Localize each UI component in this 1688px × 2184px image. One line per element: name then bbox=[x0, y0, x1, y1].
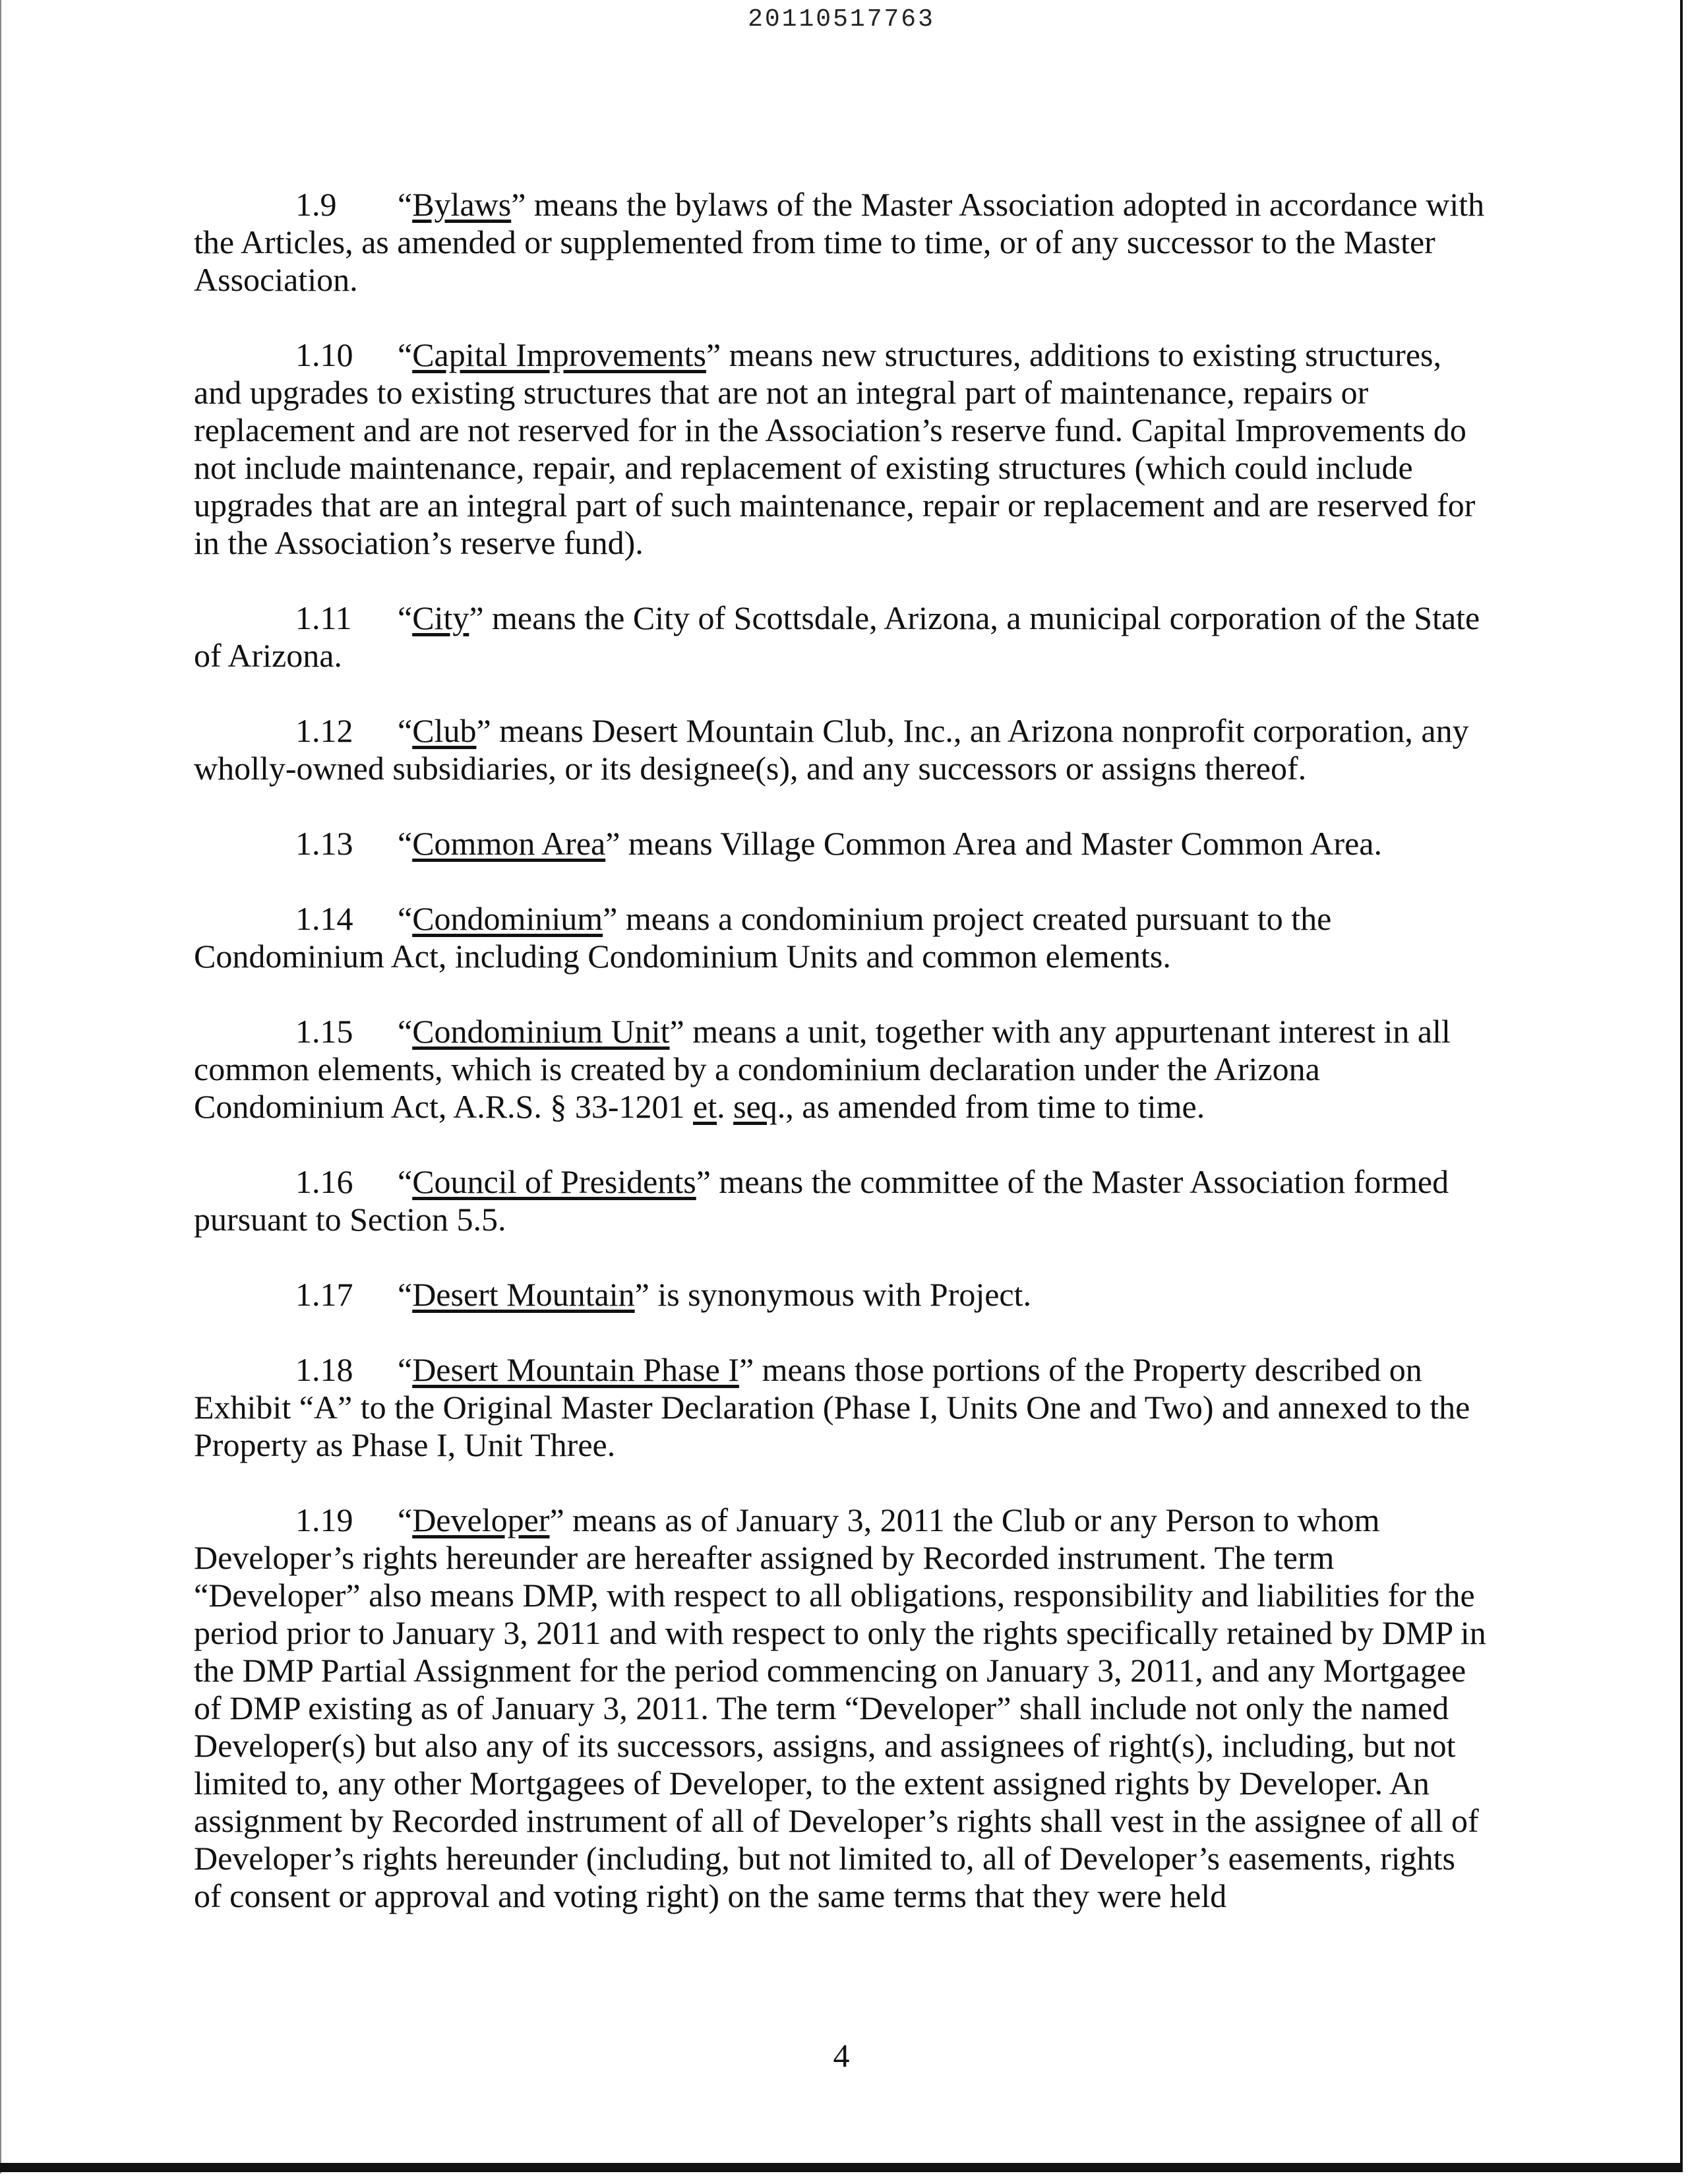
section-number: 1.9 bbox=[295, 186, 337, 223]
section-number: 1.11 bbox=[295, 599, 352, 636]
open-quote: “ bbox=[398, 186, 413, 223]
definition-text: ” means a unit, together with any appurtenant interest in all common elements, which is created by a condominium declaration under the Arizona Condominium Act, A.R.S. § 33-1201 bbox=[194, 1013, 1451, 1125]
defined-term: City bbox=[412, 599, 469, 636]
section-number: 1.16 bbox=[295, 1163, 353, 1200]
definition-text: ” is synonymous with Project. bbox=[634, 1276, 1032, 1313]
section-number: 1.15 bbox=[295, 1013, 353, 1050]
definition-paragraph bbox=[194, 1351, 1486, 1464]
open-quote: “ bbox=[398, 712, 413, 749]
document-number: 20110517763 bbox=[748, 5, 935, 34]
section-number: 1.10 bbox=[295, 336, 353, 373]
defined-term: Council of Presidents bbox=[412, 1163, 696, 1200]
definition-paragraph bbox=[194, 825, 1486, 863]
definition-paragraph bbox=[194, 186, 1486, 299]
defined-term: Desert Mountain bbox=[412, 1276, 635, 1313]
defined-term: Common Area bbox=[412, 825, 606, 862]
definition-paragraph bbox=[194, 712, 1486, 787]
open-quote: “ bbox=[398, 900, 413, 937]
definition-paragraph bbox=[194, 1502, 1486, 1915]
definition-text: ” means the City of Scottsdale, Arizona, a municipal corporation of the State of Arizona. bbox=[194, 599, 1480, 674]
section-number: 1.18 bbox=[295, 1351, 353, 1388]
definition-text: ” means Village Common Area and Master Common Area. bbox=[605, 825, 1382, 862]
latin-abbreviation: et bbox=[693, 1088, 717, 1125]
definition-text: ” means the committee of the Master Association formed pursuant to Section 5.5. bbox=[194, 1163, 1449, 1238]
defined-term: Desert Mountain Phase I bbox=[412, 1351, 739, 1388]
open-quote: “ bbox=[398, 599, 413, 636]
section-number: 1.12 bbox=[295, 712, 353, 749]
definition-text: ” means a condominium project created pursuant to the Condominium Act, including Condominium Units and common elements. bbox=[194, 900, 1332, 975]
latin-abbreviation: seq bbox=[733, 1088, 777, 1125]
defined-term: Bylaws bbox=[412, 186, 512, 223]
definition-paragraph bbox=[194, 1013, 1486, 1126]
section-number: 1.17 bbox=[295, 1276, 353, 1313]
open-quote: “ bbox=[398, 1013, 413, 1050]
definition-text: ” means new structures, additions to existing structures, and upgrades to existing structures that are not an integral part of maintenance, repairs or replacement and are not reserved for in the Association’s reserve fund. Capital Improvements do not include maintenance, repair, and replacement of existing structures (which could include upgrades that are an integral part of such maintenance, repair or replacement and are reserved for in the Association’s reserve fund). bbox=[194, 336, 1476, 561]
open-quote: “ bbox=[398, 1351, 413, 1388]
document-body bbox=[194, 186, 1486, 1953]
defined-term: Condominium Unit bbox=[412, 1013, 670, 1050]
defined-term: Club bbox=[412, 712, 477, 749]
section-number: 1.19 bbox=[295, 1502, 353, 1538]
open-quote: “ bbox=[398, 1163, 413, 1200]
page-number: 4 bbox=[833, 2037, 850, 2074]
definition-text: ” means as of January 3, 2011 the Club or any Person to whom Developer’s rights hereunder are hereafter assigned by Recorded instrument. The term “Developer” also means DMP, with respect to all obligations, responsibility and liabilities for the period prior to January 3, 2011 and with respect to only the rights specifically retained by DMP in the DMP Partial Assignment for the period commencing on January 3, 2011, and any Mortgagee of DMP existing as of January 3, 2011. The term “Developer” shall include not only the named Developer(s) but also any of its successors, assigns, and assignees of right(s), including, but not limited to, any other Mortgagees of Developer, to the extent assigned rights by Developer. An assignment by Recorded instrument of all of Developer’s rights shall vest in the assignee of all of Developer’s rights hereunder (including, but not limited to, all of Developer’s easements, rights of consent or approval and voting right) on the same terms that they were held bbox=[194, 1502, 1486, 1914]
definition-paragraph bbox=[194, 1276, 1486, 1314]
open-quote: “ bbox=[398, 825, 413, 862]
defined-term: Condominium bbox=[412, 900, 603, 937]
definition-text: ., as amended from time to time. bbox=[777, 1088, 1205, 1125]
definition-paragraph bbox=[194, 599, 1486, 675]
definition-paragraph bbox=[194, 1163, 1486, 1238]
definition-text: ” means those portions of the Property described on Exhibit “A” to the Original Master Declaration (Phase I, Units One and Two) and annexed to the Property as Phase I, Unit Three. bbox=[194, 1351, 1470, 1463]
open-quote: “ bbox=[398, 1502, 413, 1538]
definition-text: . bbox=[717, 1088, 734, 1125]
definition-text: ” means Desert Mountain Club, Inc., an Arizona nonprofit corporation, any wholly-owned subsidiaries, or its designee(s), and any successors or assigns thereof. bbox=[194, 712, 1469, 787]
open-quote: “ bbox=[398, 336, 413, 373]
open-quote: “ bbox=[398, 1276, 413, 1313]
defined-term: Developer bbox=[412, 1502, 550, 1538]
definition-paragraph bbox=[194, 900, 1486, 975]
defined-term: Capital Improvements bbox=[412, 336, 706, 373]
section-number: 1.13 bbox=[295, 825, 353, 862]
definition-text: ” means the bylaws of the Master Association adopted in accordance with the Articles, as amended or supplemented from time to time, or of any successor to the Master Association. bbox=[194, 186, 1485, 298]
definition-paragraph bbox=[194, 336, 1486, 562]
section-number: 1.14 bbox=[295, 900, 353, 937]
